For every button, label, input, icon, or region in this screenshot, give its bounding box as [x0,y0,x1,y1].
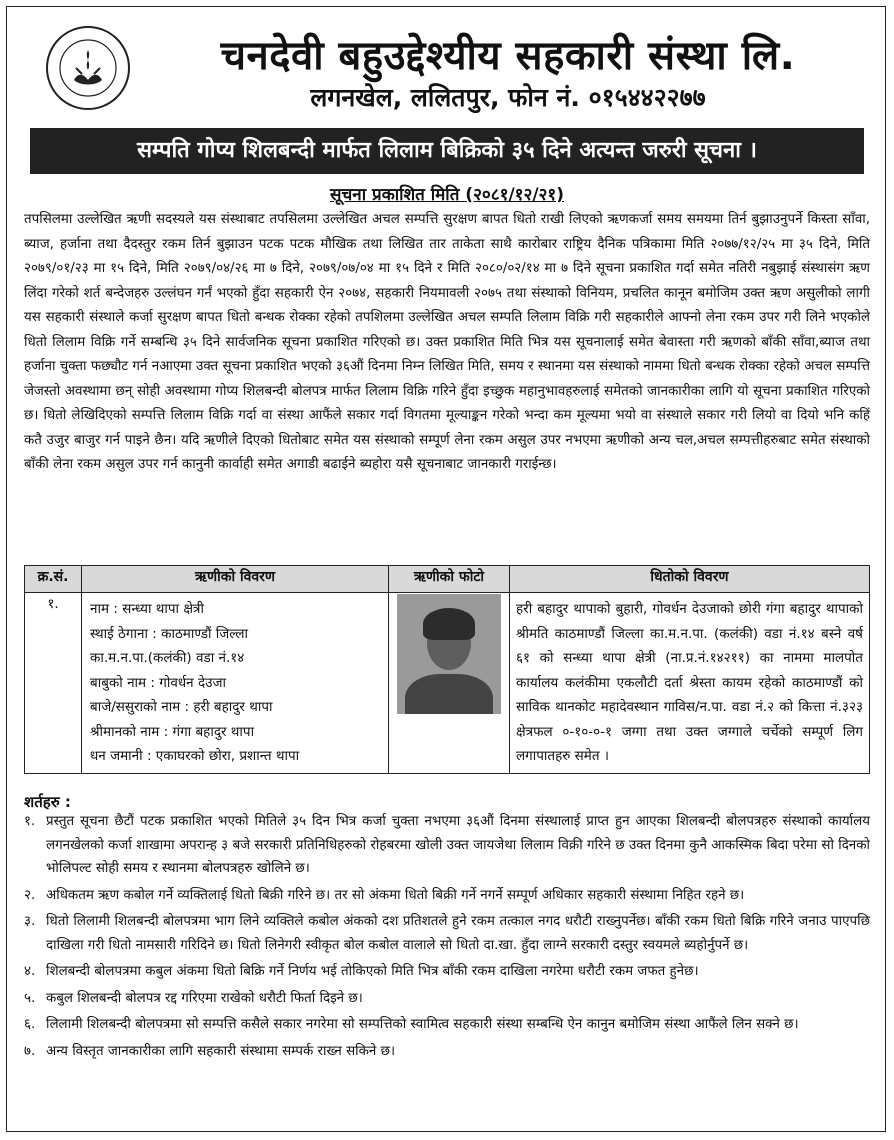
borrower-details [82,593,389,774]
organization-logo-icon [46,26,130,110]
term-text: लिलामी शिलबन्दी बोलपत्रमा सो सम्पत्ति कसैले सकार नगरेमा सो सम्पत्तिको स्वामित्व सहकारी संस्था सम्बन्धि ऐन कानुन बमोजिम संस्था आफैंले लिन सक्ने छ। [46,1017,799,1032]
list-item [24,910,870,957]
list-item [24,884,870,908]
organization-name: चनदेवी बहुउद्देश्यीय सहकारी संस्था लि. [220,33,796,79]
notice-title-banner: सम्पति गोप्य शिलबन्दी मार्फत लिलाम बिक्रिको ३५ दिने अत्यन्त जरुरी सूचना । [30,128,864,174]
list-item [24,1013,870,1037]
photo-hair-shape [423,608,475,640]
logo-emblem-icon [48,28,128,108]
term-number: २. [24,887,36,903]
organization-address: लगनखेल, ललितपुर, फोन नं. ०१५४४२२७७ [310,83,706,112]
table-row [25,593,870,774]
list-item [24,810,870,881]
term-number: ५. [24,990,36,1006]
borrower-husband-name: श्रीमानको नाम : गंगा बहादुर थापा [90,723,255,740]
borrower-ward: का.म.न.पा.(कलंकी) वडा नं.१४ [90,650,245,666]
publication-date: सूचना प्रकाशित मिति (२०८१/१२/२१) [329,185,564,205]
borrower-father-name: बाबुको नाम : गोवर्धन देउजा [90,674,227,691]
terms-list [24,810,870,1066]
list-item [24,960,870,984]
borrower-grandfather-name: बाजे/ससुराको नाम : हरी बहादुर थापा [90,699,273,715]
term-text: प्रस्तुत सूचना छैटौं पटक प्रकाशित भएको मितिले ३५ दिन भित्र कर्जा चुक्ता नभएमा ३६औं दिनमा संस्थालाई प्राप्त हुन आएका शिलबन्दी बोलपत्रहरु संस्थाको कार्यालय लगनखेलको कर्जा शाखामा अपरान्ह ३ बजे सरकारी प्रतिनिधिहरुको रोहबरमा खोली उक्त जायजेथा लिलाम विक्री गरिने छ उक्त दिनमा कुनै आकस्मिक बिदा परेमा सो दिनको भोलिपल्ट सोही समय र स्थानमा बोलपत्रहरु खोलिने छ। [46,814,870,876]
header-serial: क्र.सं. [25,566,82,593]
term-text: अन्य विस्तृत जानकारीका लागि सहकारी संस्थामा सम्पर्क राख्न सकिने छ। [46,1043,396,1059]
term-text: धितो लिलामी शिलबन्दी बोलपत्रमा भाग लिने व्यक्तिले कबोल अंकको दश प्रतिशतले हुने रकम तत्काल नगद धरौटी राख्नुपर्नेछ। बाँकी रकम धितो बिक्रि गरिने जनाउ पाएपछि दाखिला गरी धितो नामसारी गरिदिने छ। धितो लिनेगरी स्वीकृत बोल कबोल वालाले सो धितो दा.खा. हुँदा लाग्ने सरकारी दस्तुर स्वयमले ब्यहोर्नुपर्ने छ। [46,914,870,953]
header [30,18,870,118]
table-header-row [25,566,870,593]
term-number: ७. [24,1043,36,1059]
borrower-table [24,565,870,774]
borrower-permanent-address: स्थाई ठेगाना : काठमाण्डौं जिल्ला [90,625,249,642]
header-collateral-details: धितोको विवरण [510,566,870,593]
intro-paragraph: तपसिलमा उल्लेखित ऋणी सदस्यले यस संस्थाबाट तपसिलमा उल्लेखित अचल सम्पत्ति सुरक्षण बापत धितो राखी लिएको ऋणकर्जा समय समयमा तिर्न बुझाउनुपर्ने किस्ता साँवा, ब्याज, हर्जाना तथा दैदस्तुर रकम तिर्न बुझाउन पटक पटक मौखिक तथा लिखित तार ताकेता साथै कारोबार राष्ट्रिय दैनिक पत्रिकामा मिति २०७७/१२/२५ मा ३५ दिने, मिति २०७९/०१/२३ मा १५ दिने, मिति २०७९/०४/२६ मा ७ दिने, २०७९/०७/०४ मा १५ दिने र मिति २०८०/०२/१४ मा ७ दिने सूचना प्रकाशित गर्दा समेत नतिरी नबुझाई संस्थासंग ऋण लिंदा गरेको शर्त बन्देजहरु उल्लंघन गर्नं भएको हुँदा सहकारी ऐन २०७४, सहकारी नियमावली २०७५ तथा संस्थाको विनियम, प्रचलित कानून बमोजिम उक्त ऋण असुलीको लागी यस सहकारी संस्थाले कर्जा सुरक्षण बापत धितो बन्धक रोक्का रहेको तपशिलमा उल्लेखित अचल सम्पति लिलाम विक्रि गरी सहकारीले आफ्नो लेना रकम उपर गरी लिने भएकोले धितो लिलाम विक्रि गर्ने सम्बन्धि ३५ दिने सार्वजनिक सूचना प्रकाशित गरिएको छ। उक्त प्रकाशित मिति भित्र यस सूचनालाई समेत बेवास्ता गरी ऋणको बाँकी साँवा,ब्याज तथा हर्जाना चुक्ता फछ्यौट गर्न नआएमा उक्त सूचना प्रकाशित भएको ३६औं दिनमा निम्न लिखित मिति, समय र स्थानमा यस संस्थाको नाममा धितो बन्धक रोक्का रहेको अचल सम्पत्ति जेजस्तो अवस्थामा छन् सोही अवस्थामा गोप्य शिलबन्दी बोलपत्र मार्फत लिलाम विक्रि गरिने हुँदा इच्छुक महानुभावहरुलाई समेतको जानकारीका लागि यो सूचना प्रकाशित गरिएको छ। धितो लेखिदिएको सम्पत्ति लिलाम विक्रि गर्दा वा संस्था आफैंले सकार गर्दा विगतमा मूल्याङ्कन गरेको भन्दा कम मूल्यमा भयो वा संस्थाले सकार गरी लियो वा दियो भनि कहिं कतै उजुर बाजुर गर्न पाइने छैन। यदि ऋणीले दिएको धितोबाट समेत यस संस्थाको सम्पूर्ण लेना रकम असुल उपर नभएमा ऋणीको अन्य चल,अचल सम्पत्तीहरुबाट समेत संस्थाको बाँकी लेना रकम असुल उपर गर्न कानुनी कार्वाही समेत अगाडी बढाईने ब्यहोरा यसै सूचनाबाट जानकारी गराईन्छ। [24,212,870,472]
header-borrower-details: ऋणीको विवरण [82,566,389,593]
term-number: १. [24,814,36,829]
collateral-details: हरी बहादुर थापाको बुहारी, गोवर्धन देउजाको छोरी गंगा बहादुर थापाको श्रीमति काठमाण्डौं जिल्ला का.म.न.पा. (कलंकी) वडा नं.१४ बस्ने वर्ष ६१ को सन्ध्या थापा क्षेत्री (ना.प्र.नं.१४२११) का नाममा मालपोत कार्यालय कलंकीमा एकलौटी दर्ता श्रेस्ता कायम रहेको काठमाण्डौं को साविक थानकोट महादेवस्थान गाविस/न.पा. वडा नं.२ को कित्ता नं.३२३ क्षेत्रफल ०-१०-०-१ जग्गा तथा उक्त जग्गाले चर्चेको सम्पूर्ण लिग लगापातहरु समेत । [510,593,870,774]
header-borrower-photo: ऋणीको फोटो [389,566,510,593]
row-serial: १. [25,593,82,774]
term-number: ३. [24,914,36,929]
borrower-guarantor: धन जमानी : एकाघरको छोरा, प्रशान्त थापा [90,748,300,764]
borrower-photo [397,594,501,714]
term-number: ४. [24,964,36,979]
borrower-name: नाम : सन्ध्या थापा क्षेत्री [90,601,204,617]
term-number: ६. [24,1017,36,1032]
list-item [24,987,870,1011]
borrower-photo-cell [389,593,510,774]
term-text: शिलबन्दी बोलपत्रमा कबुल अंकमा धितो बिक्रि गर्ने निर्णय भई तोकिएको मिति भित्र बाँकी रकम दाखिला नगरेमा धरौटी रकम जफत हुनेछ। [46,964,699,979]
terms-title: शर्तहरु : [24,793,71,811]
term-text: अधिकतम ऋण कबोल गर्ने व्यक्तिलाई धितो बिक्री गरिने छ। तर सो अंकमा धितो बिक्री गर्ने नगर्ने सम्पूर्ण अधिकार सहकारी संस्थामा निहित रहने छ। [46,887,745,903]
photo-body-shape [405,674,493,714]
list-item [24,1040,870,1064]
term-text: कबुल शिलबन्दी बोलपत्र रद्द गरिएमा राखेको धरौटी फिर्ता दिइने छ। [46,990,363,1006]
